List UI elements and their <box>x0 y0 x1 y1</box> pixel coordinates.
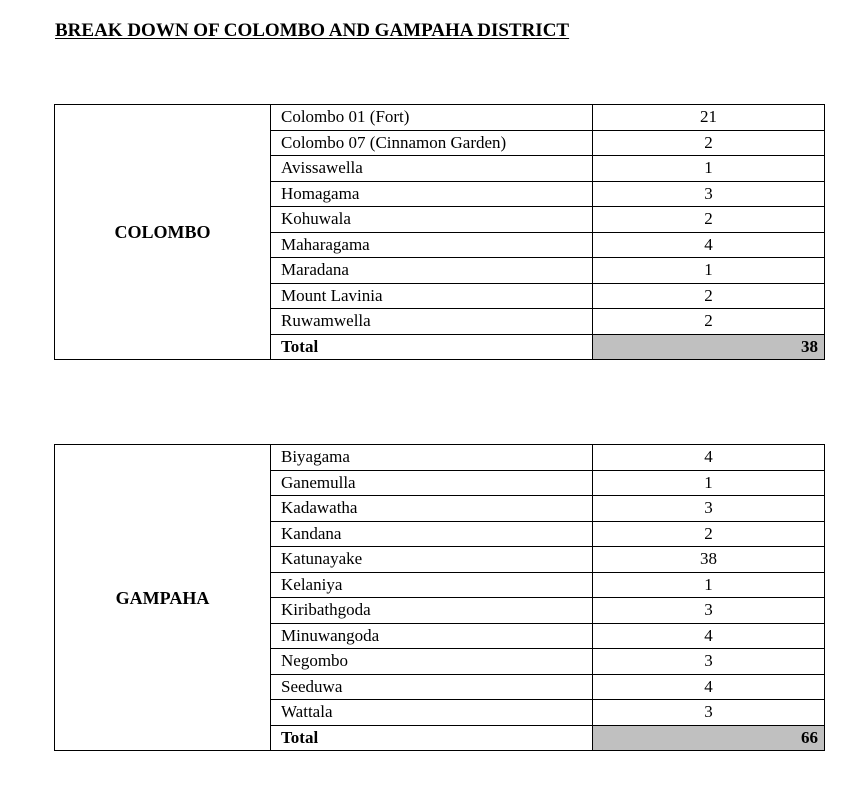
area-name: Wattala <box>271 700 593 726</box>
district-name: GAMPAHA <box>55 445 271 751</box>
area-count: 2 <box>593 283 825 309</box>
area-count: 2 <box>593 309 825 335</box>
area-count: 1 <box>593 156 825 182</box>
area-name: Katunayake <box>271 547 593 573</box>
area-name: Colombo 07 (Cinnamon Garden) <box>271 130 593 156</box>
area-count: 4 <box>593 445 825 471</box>
area-count: 3 <box>593 700 825 726</box>
area-name: Ruwamwella <box>271 309 593 335</box>
area-name: Avissawella <box>271 156 593 182</box>
area-name: Minuwangoda <box>271 623 593 649</box>
area-count: 3 <box>593 181 825 207</box>
colombo-district-table <box>54 104 825 360</box>
area-count: 21 <box>593 105 825 131</box>
area-name: Kandana <box>271 521 593 547</box>
area-name: Ganemulla <box>271 470 593 496</box>
area-count: 4 <box>593 232 825 258</box>
area-count: 3 <box>593 649 825 675</box>
area-count: 3 <box>593 598 825 624</box>
area-count: 1 <box>593 470 825 496</box>
area-count: 2 <box>593 130 825 156</box>
area-name: Biyagama <box>271 445 593 471</box>
area-name: Kohuwala <box>271 207 593 233</box>
table-row <box>55 445 825 471</box>
area-name: Kelaniya <box>271 572 593 598</box>
total-value: 66 <box>593 725 825 751</box>
area-name: Mount Lavinia <box>271 283 593 309</box>
area-name: Colombo 01 (Fort) <box>271 105 593 131</box>
area-count: 3 <box>593 496 825 522</box>
gampaha-district-table <box>54 444 825 751</box>
area-name: Kiribathgoda <box>271 598 593 624</box>
area-count: 38 <box>593 547 825 573</box>
district-name: COLOMBO <box>55 105 271 360</box>
area-name: Homagama <box>271 181 593 207</box>
area-name: Kadawatha <box>271 496 593 522</box>
table-row <box>55 105 825 131</box>
total-label: Total <box>271 725 593 751</box>
area-name: Negombo <box>271 649 593 675</box>
page-title: BREAK DOWN OF COLOMBO AND GAMPAHA DISTRICT <box>55 20 570 41</box>
area-count: 2 <box>593 521 825 547</box>
area-count: 1 <box>593 258 825 284</box>
total-value: 38 <box>593 334 825 360</box>
total-label: Total <box>271 334 593 360</box>
area-name: Maharagama <box>271 232 593 258</box>
area-count: 2 <box>593 207 825 233</box>
area-count: 1 <box>593 572 825 598</box>
area-name: Maradana <box>271 258 593 284</box>
area-name: Seeduwa <box>271 674 593 700</box>
area-count: 4 <box>593 623 825 649</box>
area-count: 4 <box>593 674 825 700</box>
